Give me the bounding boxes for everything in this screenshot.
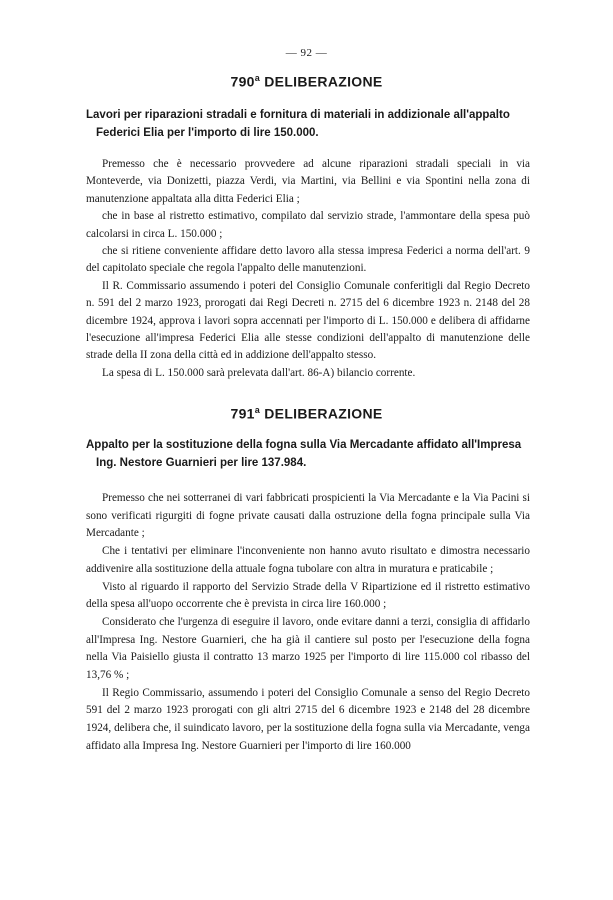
title-word: DELIBERAZIONE xyxy=(264,73,383,90)
paragraph: Premesso che è necessario provvedere ad alcune riparazioni stradali speciali in via Monteverde, via Donizetti, piazza Verdi, via Martini, via Bellini e via Spontini nella zona di manutenzione appaltata alla ditta Federici Elia ; xyxy=(86,158,530,205)
section-title-791 xyxy=(0,405,613,422)
paragraph: Il Regio Commissario, assumendo i poteri del Consiglio Comunale a senso del Regio Decreto 591 del 2 marzo 1923 prorogati con gli altri 2715 del 6 dicembre 1923 e 2148 del 28 dicembre 1924, delibera che, il suindicato lavoro, per la sostituzione della fogna sulla via Mercadante, venga affidato alla Impresa Ing. Nestore Guarnieri per l'importo di lire 160.000 xyxy=(86,686,530,752)
title-ordinal: a xyxy=(254,73,261,83)
section-subject-791 xyxy=(86,436,531,472)
title-number: 791 xyxy=(230,405,255,422)
subject-line-2: Ing. Nestore Guarnieri per lire 137.984. xyxy=(96,457,307,469)
paragraph: Considerato che l'urgenza di eseguire il lavoro, onde evitare danni a terzi, consiglia di affidarlo all'Impresa Ing. Nestore Guarnieri, che ha già il cantiere sul posto per l'esecuzione della fogna nella Via Paisiello giusta il contratto 13 marzo 1925 per l'importo di lire 115.000 col ribasso del 13,76 % ; xyxy=(86,615,530,682)
section-title-790 xyxy=(0,73,613,90)
title-word: DELIBERAZIONE xyxy=(264,405,383,422)
section-subject-790 xyxy=(86,106,531,142)
paragraph: Visto al riguardo il rapporto del Servizio Strade della V Ripartizione ed il ristretto estimativo della spesa all'uopo occorrente che è prevista in circa lire 160.000 ; xyxy=(86,580,530,611)
paragraph: La spesa di L. 150.000 sarà prelevata dall'art. 86-A) bilancio corrente. xyxy=(102,366,416,379)
paragraph: Il R. Commissario assumendo i poteri del Consiglio Comunale conferitigli dal Regio Decreto n. 591 del 2 marzo 1923, prorogati dai Regi Decreti n. 2715 del 6 dicembre 1923 n. 2148 del 28 dicembre 1924, approva i lavori sopra accennati per l'importo di L. 150.000 e delibera di affidarne l'esecuzione all'impresa Federici Elia alle stesse condizioni dell'appalto di manutenzione delle strade della II zona della città ed in addizione dell'appalto stesso. xyxy=(86,279,530,362)
paragraph: Premesso che nei sotterranei di vari fabbricati prospicienti la Via Mercadante e la Via Pacini si sono verificati rigurgiti di fogne private causati dalla ostruzione della fogna principale sulla Via Mercadante ; xyxy=(86,492,530,540)
title-number: 790 xyxy=(230,73,255,90)
paragraph: Che i tentativi per eliminare l'inconveniente non hanno avuto risultato e dimostra necessario addivenire alla sostituzione della attuale fogna tubolare con altra in muratura e praticabile ; xyxy=(86,545,530,575)
title-ordinal: a xyxy=(254,405,261,415)
section-body-791 xyxy=(86,490,530,756)
subject-line-2: Federici Elia per l'importo di lire 150.000. xyxy=(96,127,319,139)
paragraph: che si ritiene conveniente affidare detto lavoro alla stessa impresa Federici a norma dell'art. 9 del capitolato speciale che regola l'appalto delle manutenzioni. xyxy=(86,245,530,275)
subject-line-1: Lavori per riparazioni stradali e fornitura di materiali in addizionale all'appalto xyxy=(86,109,510,121)
paragraph: che in base al ristretto estimativo, compilato dal servizio strade, l'ammontare della spesa può calcolarsi in circa L. 150.000 ; xyxy=(86,210,530,240)
section-body-790 xyxy=(86,156,530,382)
page-number: — 92 — xyxy=(285,47,328,59)
subject-line-1: Appalto per la sostituzione della fogna sulla Via Mercadante affidato all'Impresa xyxy=(86,439,522,451)
